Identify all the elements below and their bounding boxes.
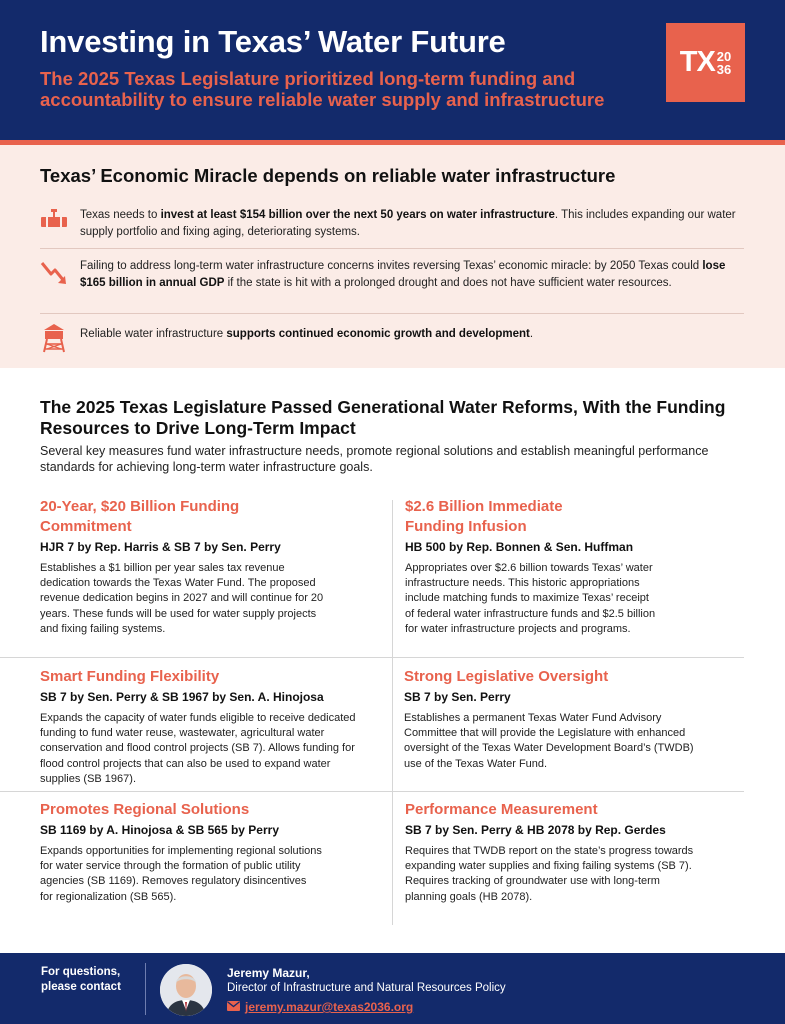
reform-card-title: Performance Measurement	[405, 801, 598, 818]
row-divider	[0, 657, 392, 658]
envelope-icon	[227, 998, 240, 1016]
contact-name: Jeremy Mazur,	[227, 966, 310, 980]
logo-tx-text: TX	[679, 46, 715, 78]
economic-item	[38, 207, 744, 241]
reform-card-regional-solutions	[40, 800, 370, 905]
economic-item-highlight: lose $165 billion in annual GDP	[80, 260, 726, 289]
page-subtitle: The 2025 Texas Legislature prioritized long-term funding and accountability to ensure reliable water supply and infrastructure	[40, 68, 605, 110]
economic-section	[0, 145, 785, 368]
economic-item	[38, 258, 744, 292]
economic-item-highlight: invest at least $154 billion over the next 50 years on water infrastructure	[160, 209, 555, 221]
economic-item-text-post: .	[529, 328, 534, 340]
reform-card-bill: SB 7 by Sen. Perry	[404, 690, 511, 704]
economic-item-text-post: if the state is hit with a prolonged drought and does not have sufficient water resources.	[224, 277, 672, 289]
contact-email-row	[227, 998, 413, 1016]
reform-card-title: Smart Funding Flexibility	[40, 668, 220, 685]
contact-prompt: For questions, please contact	[41, 966, 121, 993]
water-tower-icon	[38, 323, 70, 353]
economic-item-text	[80, 258, 744, 292]
logo-year-bottom: 36	[716, 61, 732, 77]
reform-card-body: Establishes a $1 billion per year sales tax revenue dedication towards the Texas Water Fund. The proposed revenue dedication begins in 2027 and will continue for 20 years. These funds will be used for water supply projects and fixing failing systems.	[40, 562, 324, 635]
water-pipe-icon	[38, 207, 70, 237]
row-divider	[392, 657, 744, 658]
reform-card-funding-commitment	[40, 497, 370, 637]
reform-card-bill: HJR 7 by Rep. Harris & SB 7 by Sen. Perry	[40, 540, 281, 554]
economic-item-text-pre: Texas needs to	[80, 209, 161, 221]
reform-card-body: Expands the capacity of water funds eligible to receive dedicated funding to fund water reuse, wastewater, agricultural water conservation and flood control projects (SB 7). Allows funding for flood control projects that can also be used to expand water supplies (SB 1967).	[40, 712, 356, 785]
header-banner	[0, 0, 785, 140]
reform-card-body: Appropriates over $2.6 billion towards Texas’ water infrastructure needs. This historic appropriations include matching funds to maximize Texas’ receipt of federal water infrastructure funds and $2.5 billion for water infrastructure projects and programs.	[405, 562, 656, 635]
row-divider	[392, 791, 744, 792]
texas2036-logo	[666, 23, 745, 102]
reform-card-bill: SB 7 by Sen. Perry & HB 2078 by Rep. Gerdes	[405, 823, 666, 837]
reform-card-bill: SB 1169 by A. Hinojosa & SB 565 by Perry	[40, 823, 279, 837]
economic-item-highlight: supports continued economic growth and development	[226, 328, 530, 340]
reform-card-body: Establishes a permanent Texas Water Fund Advisory Committee that will provide the Legislature with enhanced oversight of the Texas Water Development Board’s (TWDB) use of the Texas Water Fund.	[404, 712, 694, 770]
reform-card-bill: SB 7 by Sen. Perry & SB 1967 by Sen. A. Hinojosa	[40, 690, 324, 704]
reform-card-funding-flexibility	[40, 667, 380, 787]
row-divider	[0, 791, 392, 792]
trend-down-arrow-icon	[38, 258, 70, 288]
economic-item-text-post: . This includes expanding our water supply portfolio and fixing aging, deteriorating systems.	[80, 209, 736, 238]
economic-item-text	[80, 207, 744, 241]
footer-divider	[145, 963, 146, 1015]
contact-email-link[interactable]: jeremy.mazur@texas2036.org	[245, 1000, 414, 1014]
reform-card-title: Promotes Regional Solutions	[40, 801, 250, 818]
economic-item-text-pre: Reliable water infrastructure	[80, 328, 227, 340]
logo-year-top: 20	[716, 48, 732, 64]
reform-card-title: 20-Year, $20 Billion Funding Commitment	[40, 498, 240, 535]
contact-role: Director of Infrastructure and Natural Resources Policy	[227, 982, 506, 994]
economic-item	[38, 323, 744, 353]
footer-contact-bar	[0, 953, 785, 1024]
reform-card-bill: HB 500 by Rep. Bonnen & Sen. Huffman	[405, 540, 634, 554]
reforms-intro: Several key measures fund water infrastructure needs, promote regional solutions and establish meaningful performance standards for achieving long-term water infrastructure goals.	[40, 444, 709, 474]
contact-avatar	[160, 964, 212, 1016]
section-divider	[40, 313, 744, 314]
economic-item-text	[80, 326, 533, 343]
reform-card-title: Strong Legislative Oversight	[404, 668, 609, 685]
section-divider	[40, 248, 744, 249]
reform-card-immediate-funding	[405, 497, 735, 637]
economic-item-text-pre: Failing to address long-term water infrastructure concerns invites reversing Texas’ economic miracle: by 2050 Texas could	[80, 260, 703, 272]
page-title: Investing in Texas’ Water Future	[40, 24, 506, 59]
reform-card-performance-measurement	[405, 800, 735, 905]
logo-year	[717, 50, 731, 76]
column-divider	[392, 500, 393, 925]
economic-heading: Texas’ Economic Miracle depends on reliable water infrastructure	[40, 165, 616, 186]
reforms-heading: The 2025 Texas Legislature Passed Generational Water Reforms, With the Funding Resources to Drive Long-Term Impact	[40, 397, 726, 438]
reform-card-legislative-oversight	[404, 667, 734, 772]
reform-card-body: Requires that TWDB report on the state’s progress towards expanding water supplies and fixing failing systems (SB 7). Requires tracking of groundwater use with long-term planning goals (HB 2078).	[405, 845, 694, 903]
reform-card-body: Expands opportunities for implementing regional solutions for water service through the formation of public utility agencies (SB 1169). Removes regulatory disincentives for regionalization (SB 565).	[40, 845, 322, 903]
reform-card-title: $2.6 Billion Immediate Funding Infusion	[405, 498, 563, 535]
